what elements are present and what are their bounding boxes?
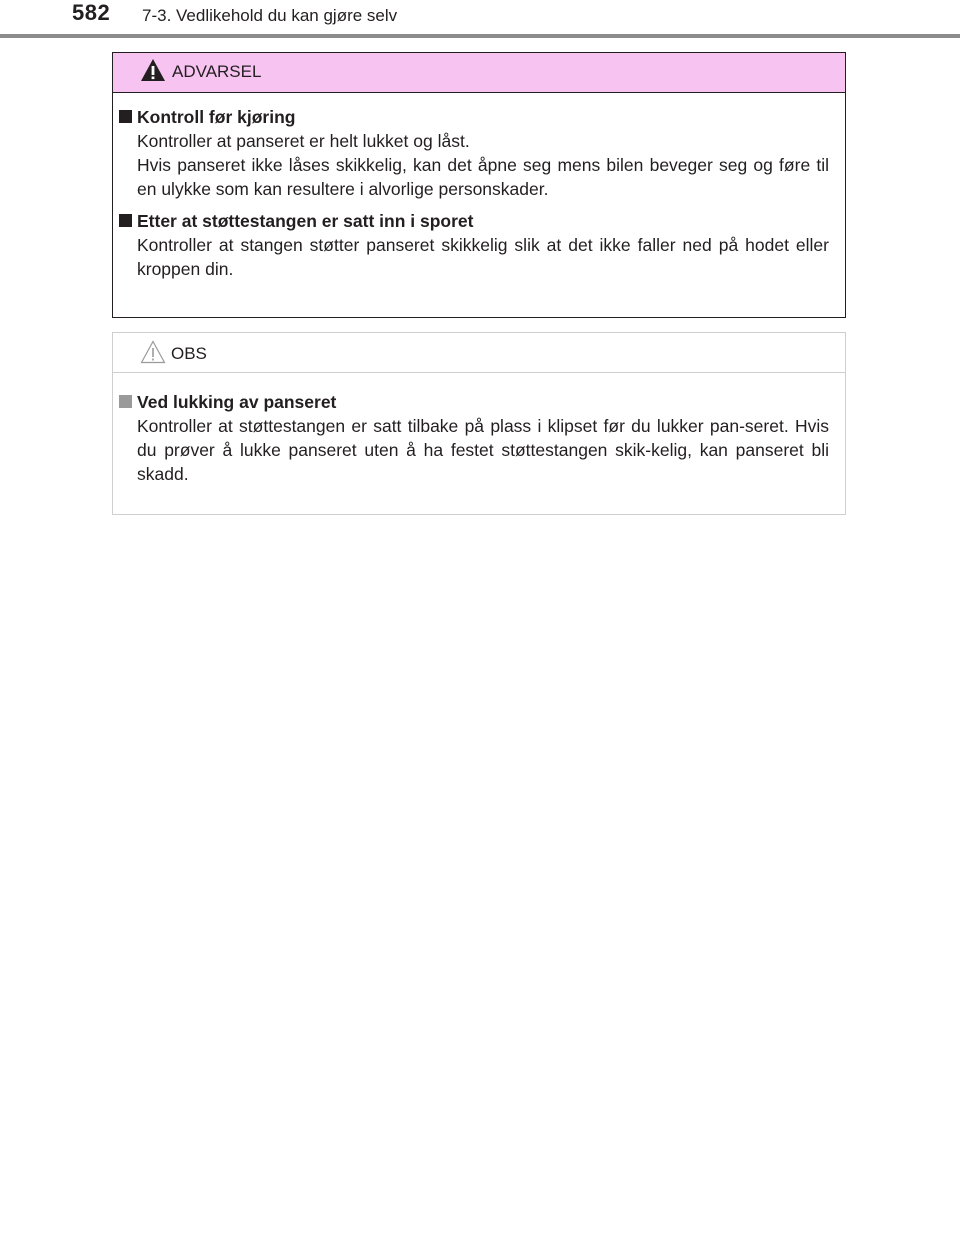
warning-item-title-text: Kontroll før kjøring (137, 107, 296, 127)
warning-box-body (113, 93, 845, 281)
notice-box-body (113, 373, 845, 486)
notice-item (113, 390, 829, 486)
warning-item-title (113, 209, 829, 233)
warning-box (112, 52, 846, 318)
warning-item-text (113, 129, 829, 201)
warning-label: ADVARSEL (172, 62, 262, 81)
paragraph: Hvis panseret ikke låses skikkelig, kan det åpne seg mens bilen beveger seg og føre til en ulykke som kan resultere i alvorlige personskader. (137, 155, 829, 199)
warning-triangle-outline-icon (140, 340, 166, 364)
notice-box-header (113, 333, 845, 373)
paragraph: Kontroller at panseret er helt lukket og låst. (137, 131, 470, 151)
warning-item-text (113, 233, 829, 281)
warning-item-title (113, 105, 829, 129)
paragraph: Kontroller at stangen støtter panseret skikkelig slik at det ikke faller ned på hodet eller kroppen din. (137, 235, 829, 279)
warning-item (113, 209, 829, 281)
notice-box (112, 332, 846, 515)
section-title: 7-3. Vedlikehold du kan gjøre selv (142, 6, 398, 25)
paragraph: Kontroller at støttestangen er satt tilbake på plass i klipset før du lukker pan-seret. Hvis du prøver å lukke panseret uten å ha festet støttestangen skik-kelig, kan panseret bli skadd. (137, 416, 829, 484)
notice-item-text (113, 414, 829, 486)
warning-box-header (113, 53, 845, 93)
square-bullet-icon (119, 110, 132, 123)
warning-item-title-text: Etter at støttestangen er satt inn i sporet (137, 211, 474, 231)
square-bullet-icon (119, 395, 132, 408)
page-header (0, 0, 960, 40)
square-bullet-icon (119, 214, 132, 227)
notice-label: OBS (171, 344, 207, 363)
notice-item-title-text: Ved lukking av panseret (137, 392, 337, 412)
warning-item (113, 105, 829, 201)
notice-item-title (113, 390, 829, 414)
header-divider (0, 34, 960, 38)
page-number: 582 (72, 0, 111, 25)
warning-triangle-icon (140, 58, 166, 82)
